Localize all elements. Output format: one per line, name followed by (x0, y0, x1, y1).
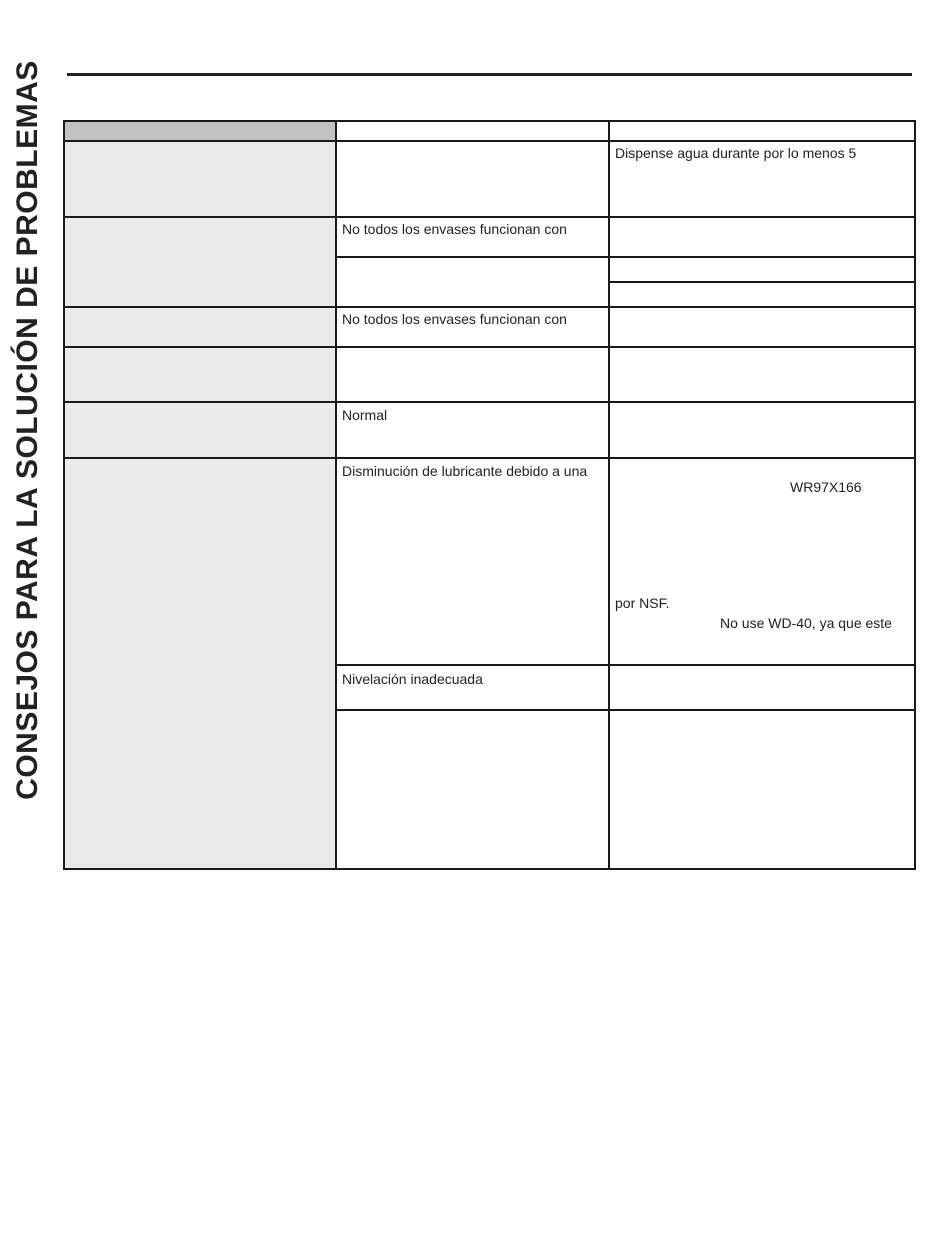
side-title-text: CONSEJOS PARA LA SOLUCIÓN DE PROBLEMAS (11, 60, 44, 800)
row-border (608, 281, 916, 283)
row-border (63, 140, 916, 142)
troubleshooting-table (63, 120, 916, 870)
part-number: WR97X166 (790, 479, 862, 495)
row-border (63, 401, 916, 403)
solution-text: Dispense agua durante por lo menos 5 (615, 145, 857, 161)
cause-text: No todos los envases funcionan con (342, 221, 567, 237)
row-border (335, 256, 916, 258)
solution-text: No use WD-40, ya que este (720, 615, 892, 631)
row-border (335, 709, 916, 711)
header-cell-problem (63, 120, 336, 141)
border-col3 (608, 120, 610, 870)
solution-text: por NSF. (615, 595, 670, 611)
row-border (63, 216, 916, 218)
cause-text: No todos los envases funcionan con (342, 311, 567, 327)
side-title (0, 40, 56, 820)
cause-text: Disminución de lubricante debido a una (342, 463, 588, 479)
cause-text: Normal (342, 407, 388, 423)
border-right (914, 120, 916, 870)
problem-cell (63, 141, 336, 870)
header-rule (67, 73, 912, 76)
cause-text: Nivelación inadecuada (342, 671, 483, 687)
row-border (63, 868, 916, 870)
border-left (63, 120, 65, 870)
row-border (335, 664, 916, 666)
border-col2 (335, 120, 337, 870)
row-border (63, 120, 916, 122)
row-border (63, 346, 916, 348)
row-border (63, 457, 916, 459)
row-border (63, 306, 916, 308)
